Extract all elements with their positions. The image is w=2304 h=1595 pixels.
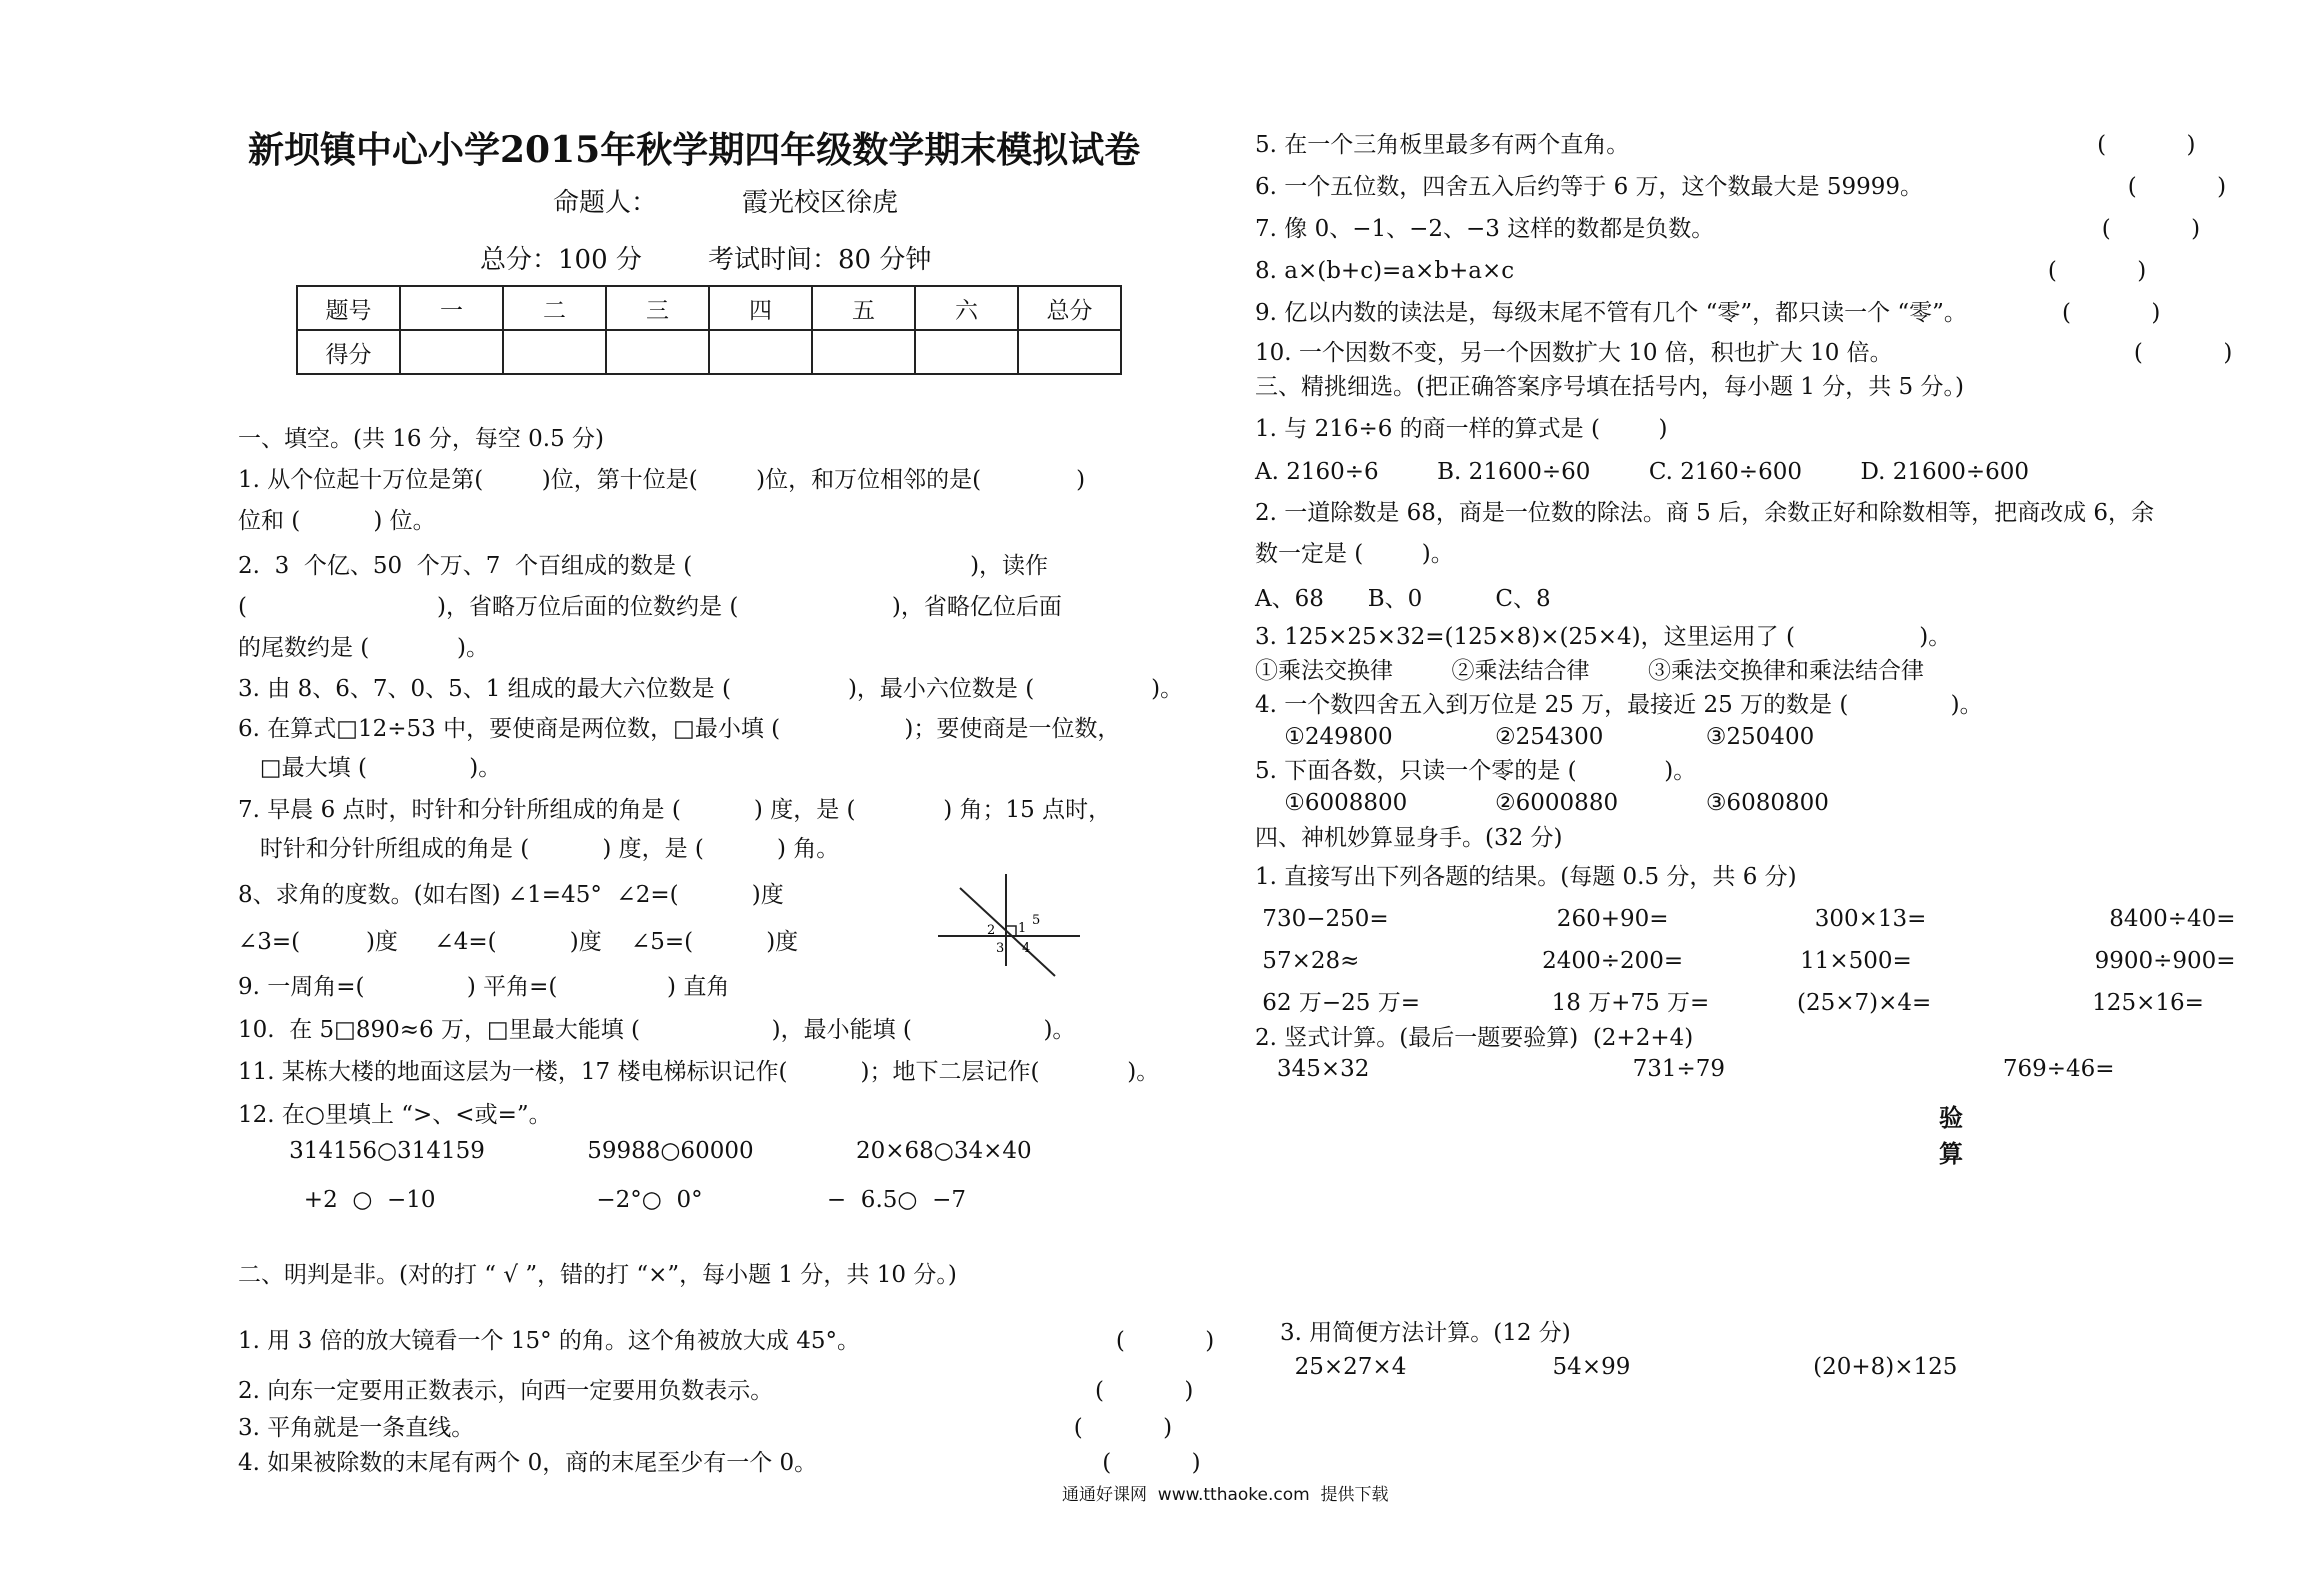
question-line: 3. 125×25×32=(125×8)×(25×4)，这里运用了 ( )。: [1255, 624, 1952, 650]
score-cell: [1018, 330, 1121, 374]
question-line: 7. 像 0、−1、−2、−3 这样的数都是负数。 ( ): [1255, 216, 2201, 242]
question-line: 时针和分针所组成的角是 ( ) 度，是 ( ) 角。: [238, 836, 840, 862]
score-table-header-row: [297, 286, 1121, 330]
section-4-heading: 四、神机妙算显身手。(32 分): [1255, 825, 1563, 851]
question-line: 10. 一个因数不变，另一个因数扩大 10 倍，积也扩大 10 倍。 ( ): [1255, 340, 2233, 366]
question-line: □最大填 ( )。: [238, 755, 502, 781]
calc-row: 57×28≈ 2400÷200= 11×500= 9900÷900=: [1255, 948, 2236, 974]
question-line: 2. 向东一定要用正数表示，向西一定要用负数表示。 ( ): [238, 1378, 1194, 1404]
question-line: ①乘法交换律 ②乘法结合律 ③乘法交换律和乘法结合律: [1255, 658, 1924, 684]
score-cell: [400, 330, 503, 374]
figure-label: 4: [1022, 941, 1031, 956]
question-line: 位和 ( ) 位。: [238, 508, 436, 534]
figure-label: 2: [987, 923, 996, 938]
question-line: 7. 早晨 6 点时，时针和分针所组成的角是 ( ) 度，是 ( ) 角；15 点时，: [238, 797, 1112, 823]
question-line: 11. 某栋大楼的地面这层为一楼，17 楼电梯标识记作( )；地下二层记作( )。: [238, 1059, 1160, 1085]
figure-label: 3: [996, 941, 1005, 956]
score-table: [296, 285, 1122, 375]
score-header-cell: 六: [915, 286, 1018, 330]
question-line: 数一定是 ( )。: [1255, 541, 1454, 567]
section-3-heading: 三、精挑细选。(把正确答案序号填在括号内，每小题 1 分，共 5 分。): [1255, 374, 1964, 400]
question-line: 12. 在○里填上 “>、<或=”。: [238, 1102, 552, 1128]
calc-row: 730−250= 260+90= 300×13= 8400÷40=: [1255, 906, 2236, 932]
score-row-label: 得分: [297, 330, 400, 374]
question-line: 4. 一个数四舍五入到万位是 25 万，最接近 25 万的数是 ( )。: [1255, 692, 1983, 718]
footer-source: 通通好课网 www.tthaoke.com 提供下载: [1062, 1485, 1389, 1505]
score-table-score-row: [297, 330, 1121, 374]
question-line: 4. 如果被除数的末尾有两个 0，商的末尾至少有一个 0。 ( ): [238, 1450, 1201, 1476]
question-line: 6. 一个五位数，四舍五入后约等于 6 万，这个数最大是 59999。 ( ): [1255, 174, 2227, 200]
question-line: 1. 与 216÷6 的商一样的算式是 ( ): [1255, 416, 1668, 442]
question-line: 9. 亿以内数的读法是，每级末尾不管有几个 “零”，都只读一个 “零”。 ( ): [1255, 300, 2161, 326]
score-cell: [915, 330, 1018, 374]
page-title: 新坝镇中心小学2015年秋学期四年级数学期末模拟试卷: [248, 129, 1141, 171]
exam-time: 考试时间：80 分钟: [708, 245, 932, 275]
question-line: 9. 一周角=( ) 平角=( ) 直角: [238, 974, 730, 1000]
question-line: 314156○314159 59988○60000 20×68○34×40: [238, 1138, 1032, 1164]
question-line: ∠3=( )度 ∠4=( )度 ∠5=( )度: [238, 929, 799, 955]
question-line: 8、求角的度数。(如右图) ∠1=45° ∠2=( )度: [238, 882, 784, 908]
question-line: 3. 平角就是一条直线。 ( ): [238, 1415, 1173, 1441]
score-header-cell: 三: [606, 286, 709, 330]
question-line: 5. 下面各数，只读一个零的是 ( )。: [1255, 758, 1697, 784]
question-line: 1. 从个位起十万位是第( )位，第十位是( )位，和万位相邻的是( ): [238, 467, 1086, 493]
question-line: 3. 由 8、6、7、0、5、1 组成的最大六位数是 ( )，最小六位数是 ( )。: [238, 676, 1184, 702]
score-cell: [503, 330, 606, 374]
question-line: 1. 直接写出下列各题的结果。(每题 0.5 分，共 6 分): [1255, 864, 1797, 890]
score-cell: [709, 330, 812, 374]
question-line: A. 2160÷6 B. 21600÷60 C. 2160÷600 D. 21600÷600: [1255, 459, 2030, 485]
question-line: 的尾数约是 ( )。: [238, 635, 489, 661]
score-header-cell: 五: [812, 286, 915, 330]
question-line: ①6008800 ②6000880 ③6080800: [1255, 790, 1829, 816]
calc-row: 62 万−25 万= 18 万+75 万= (25×7)×4= 125×16=: [1255, 990, 2204, 1016]
figure-label: 5: [1032, 913, 1041, 928]
section-2-heading: 二、明判是非。(对的打 “ √ ”，错的打 “×”，每小题 1 分，共 10 分。): [238, 1262, 957, 1288]
score-cell: [812, 330, 915, 374]
figure-label: 1: [1018, 921, 1027, 936]
section-1-heading: 一、填空。(共 16 分，每空 0.5 分): [238, 426, 605, 452]
question-line: ①249800 ②254300 ③250400: [1255, 724, 1815, 750]
question-line: 6. 在算式□12÷53 中，要使商是两位数，□最小填 ( )；要使商是一位数，: [238, 716, 1121, 742]
score-header-cell: 总分: [1018, 286, 1121, 330]
score-header-cell: 四: [709, 286, 812, 330]
author-name: 霞光校区徐虎: [742, 188, 899, 218]
question-line: 3. 用简便方法计算。(12 分): [1280, 1320, 1571, 1346]
score-header-cell: 二: [503, 286, 606, 330]
question-line: ( )，省略万位后面的位数约是 ( )，省略亿位后面: [238, 594, 1062, 620]
question-line: +2 ○ −10 −2°○ 0° − 6.5○ −7: [238, 1187, 966, 1213]
question-line: 8. a×(b+c)=a×b+a×c ( ): [1255, 258, 2147, 284]
angle-figure: [930, 870, 1090, 980]
calc-row: 345×32 731÷79 769÷46=: [1255, 1056, 2115, 1082]
calc-row: 25×27×4 54×99 (20+8)×125: [1280, 1354, 1958, 1380]
question-line: 2. 3 个亿、50 个万、7 个百组成的数是 ( )，读作: [238, 553, 1049, 579]
score-cell: [606, 330, 709, 374]
check-label: 验算: [1939, 1103, 1963, 1168]
score-header-cell: 一: [400, 286, 503, 330]
question-line: A、68 B、0 C、8: [1255, 586, 1551, 612]
question-line: 2. 一道除数是 68，商是一位数的除法。商 5 后，余数正好和除数相等，把商改成 6，余: [1255, 500, 2155, 526]
total-score: 总分：100 分: [480, 245, 642, 275]
author-label: 命题人：: [553, 188, 658, 218]
question-line: 2. 竖式计算。(最后一题要验算) (2+2+4): [1255, 1025, 1694, 1051]
question-line: 5. 在一个三角板里最多有两个直角。 ( ): [1255, 132, 2196, 158]
question-line: 1. 用 3 倍的放大镜看一个 15° 的角。这个角被放大成 45°。 ( ): [238, 1328, 1215, 1354]
question-line: 10. 在 5□890≈6 万，□里最大能填 ( )，最小能填 ( )。: [238, 1017, 1076, 1043]
score-header-cell: 题号: [297, 286, 400, 330]
